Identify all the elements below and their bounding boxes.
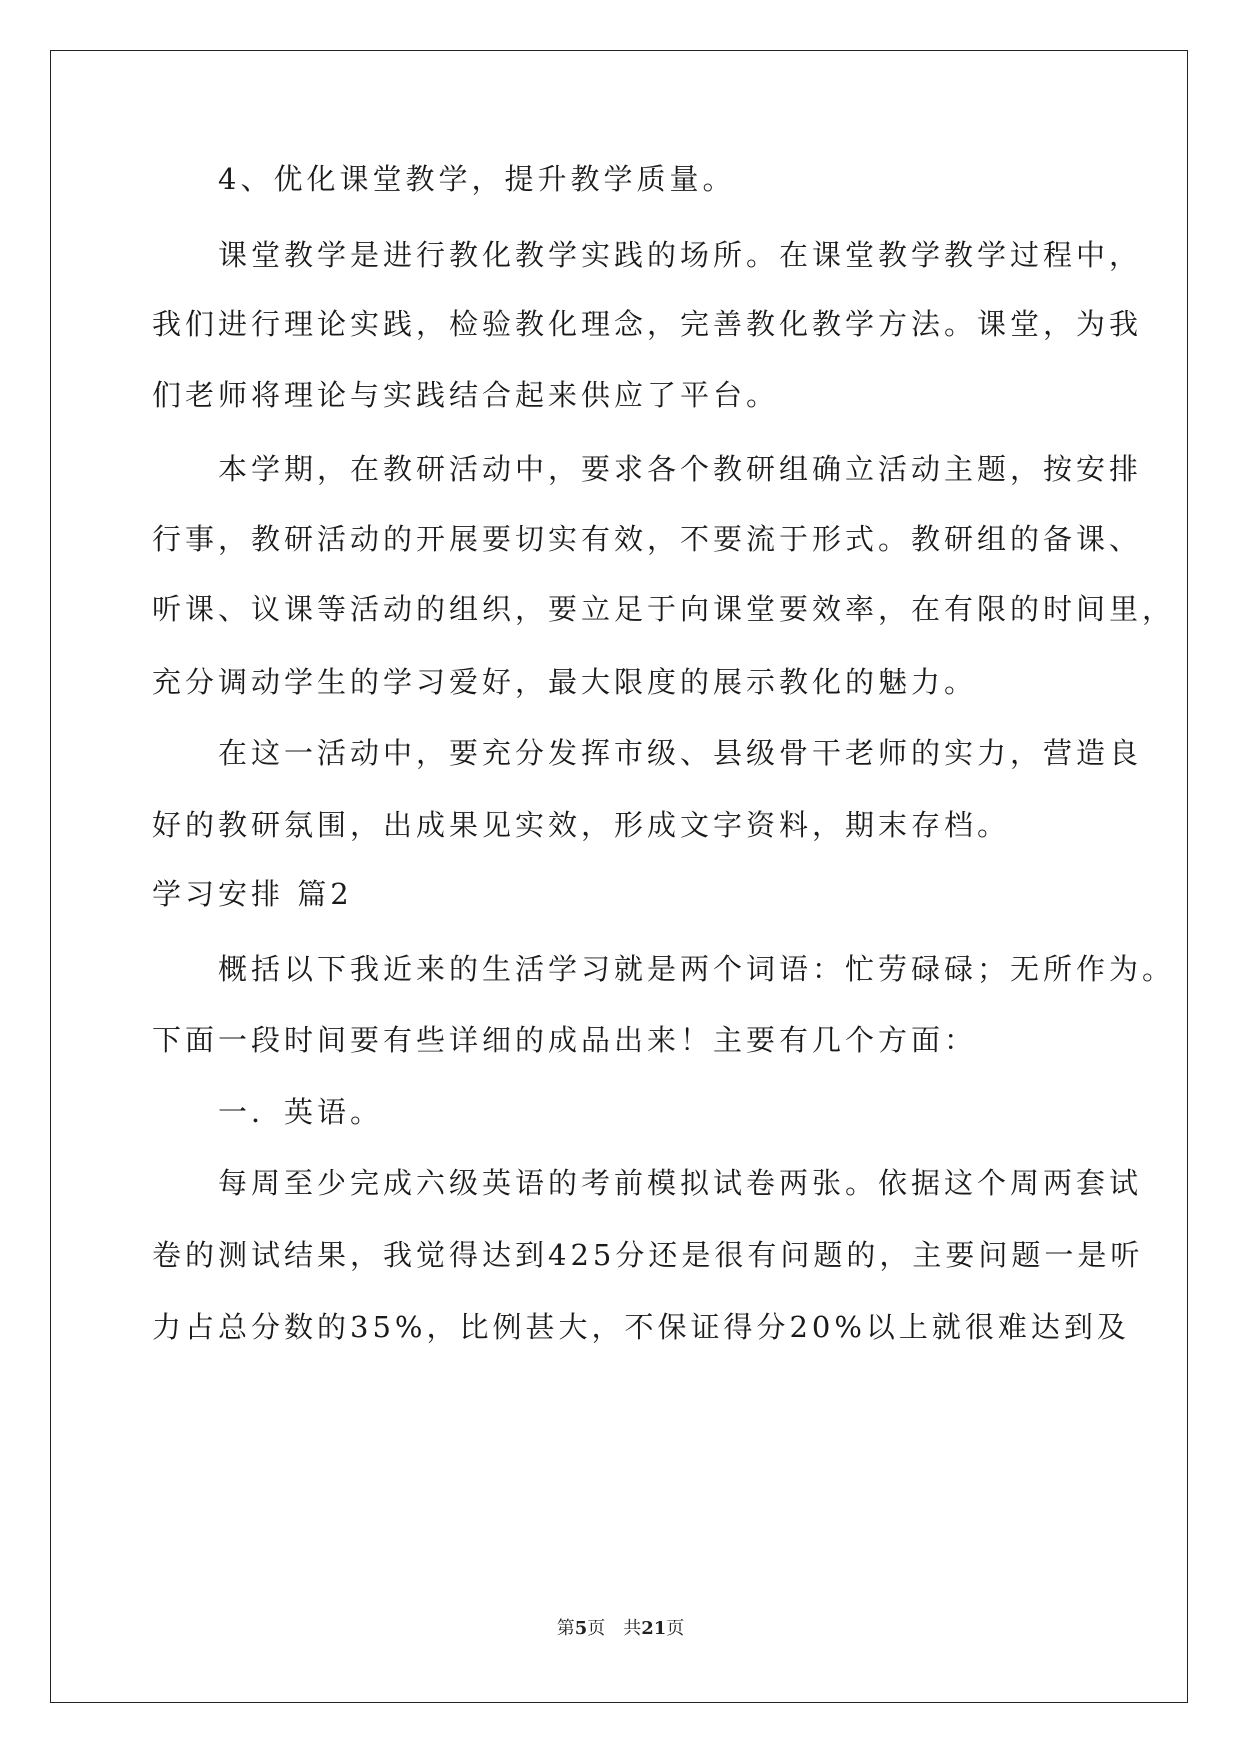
page-number: 5 — [574, 1618, 588, 1639]
text-line: 充分调动学生的学习爱好，最大限度的展示教化的魅力。 — [152, 665, 978, 699]
text-line: 们老师将理论与实践结合起来供应了平台。 — [152, 378, 780, 412]
text-line: 本学期，在教研活动中，要求各个教研组确立活动主题，按安排 — [152, 452, 1143, 486]
page-suffix: 页 — [587, 1618, 606, 1639]
text-line: 每周至少完成六级英语的考前模拟试卷两张。依据这个周两套试 — [152, 1166, 1143, 1200]
total-pages: 21 — [641, 1618, 667, 1639]
text-line: 力占总分数的35%，比例甚大，不保证得分20%以上就很难达到及 — [152, 1310, 1130, 1344]
text-line: 卷的测试结果，我觉得达到425分还是很有问题的，主要问题一是听 — [152, 1238, 1144, 1272]
text-line: 我们进行理论实践，检验教化理念，完善教化教学方法。课堂，为我 — [152, 307, 1143, 341]
text-line: 在这一活动中，要充分发挥市级、县级骨干老师的实力，营造良 — [152, 736, 1143, 770]
section-heading: 学习安排 篇2 — [152, 877, 353, 911]
page-footer — [0, 1617, 1241, 1641]
text-line: 好的教研氛围，出成果见实效，形成文字资料，期末存档。 — [152, 808, 1011, 842]
text-line: 听课、议课等活动的组织，要立足于向课堂要效率，在有限的时间里， — [152, 592, 1176, 626]
text-line: 课堂教学是进行教化教学实践的场所。在课堂教学教学过程中， — [152, 238, 1143, 272]
total-suffix: 页 — [666, 1618, 685, 1639]
text-line: 行事，教研活动的开展要切实有效，不要流于形式。教研组的备课、 — [152, 522, 1143, 556]
text-line: 概括以下我近来的生活学习就是两个词语：忙劳碌碌；无所作为。 — [152, 952, 1176, 986]
total-prefix: 共 — [623, 1618, 642, 1639]
text-line: 下面一段时间要有些详细的成品出来！主要有几个方面： — [152, 1023, 978, 1057]
list-heading: 一．英语。 — [152, 1095, 384, 1129]
text-line: 4、优化课堂教学，提升教学质量。 — [152, 162, 736, 196]
page-prefix: 第 — [556, 1618, 575, 1639]
